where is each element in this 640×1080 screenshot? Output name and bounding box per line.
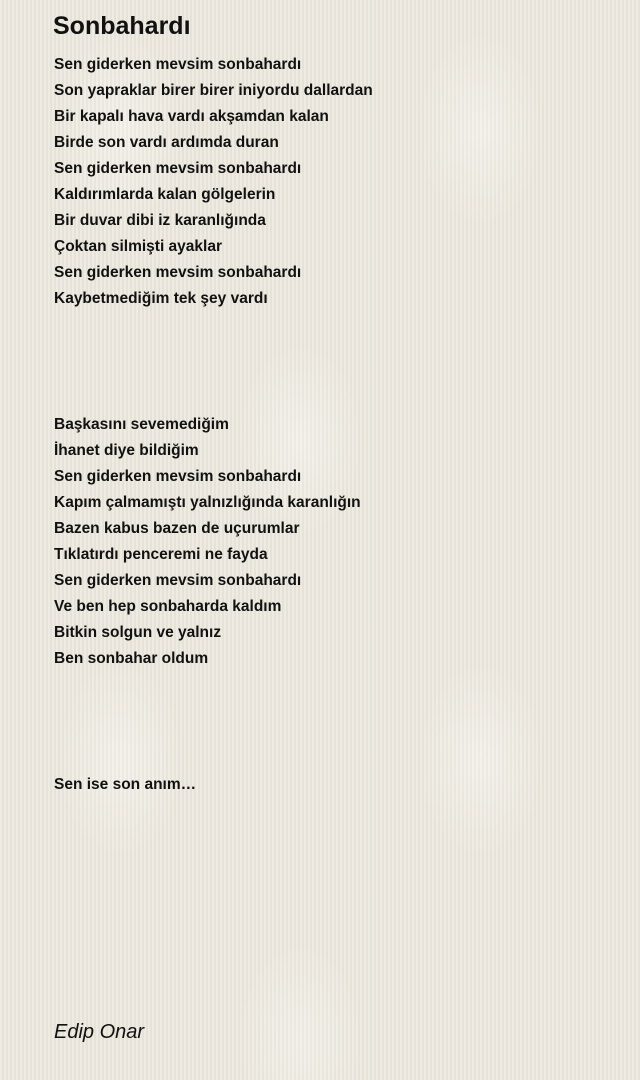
stanza-1 (54, 52, 614, 312)
stanza-2 (54, 412, 614, 672)
poem-line: Bitkin solgun ve yalnız (54, 624, 222, 641)
poem-line: Sen giderken mevsim sonbahardı (54, 264, 302, 281)
poem-line: Kapım çalmamıştı yalnızlığında karanlığın (54, 494, 361, 511)
poem-line: İhanet diye bildiğim (54, 442, 199, 459)
poem-line: Son yapraklar birer birer iniyordu dallardan (54, 82, 373, 99)
poem-line: Kaybetmediğim tek şey vardı (54, 290, 268, 307)
poem-line: Sen giderken mevsim sonbahardı (54, 468, 302, 485)
poem-line: Bir duvar dibi iz karanlığında (54, 212, 266, 229)
poem-line: Tıklatırdı penceremi ne fayda (54, 546, 268, 563)
poem-line: Çoktan silmişti ayaklar (54, 238, 222, 255)
poem-line: Birde son vardı ardımda duran (54, 134, 279, 151)
poem-line: Bir kapalı hava vardı akşamdan kalan (54, 108, 329, 125)
poem-body (54, 52, 614, 798)
poem-line: Kaldırımlarda kalan gölgelerin (54, 186, 276, 203)
poem-line: Ve ben hep sonbaharda kaldım (54, 598, 282, 615)
poem-line: Bazen kabus bazen de uçurumlar (54, 520, 300, 537)
stanza-3 (54, 772, 614, 798)
poem-title: Sonbahardı (53, 12, 191, 40)
poem-line: Ben sonbahar oldum (54, 650, 209, 667)
poem-line: Sen ise son anım… (54, 776, 197, 793)
poem-author: Edip Onar (54, 1021, 145, 1043)
poem-line: Sen giderken mevsim sonbahardı (54, 56, 302, 73)
poem-line: Sen giderken mevsim sonbahardı (54, 572, 302, 589)
poem-line: Başkasını sevemediğim (54, 416, 229, 433)
poem-line: Sen giderken mevsim sonbahardı (54, 160, 302, 177)
